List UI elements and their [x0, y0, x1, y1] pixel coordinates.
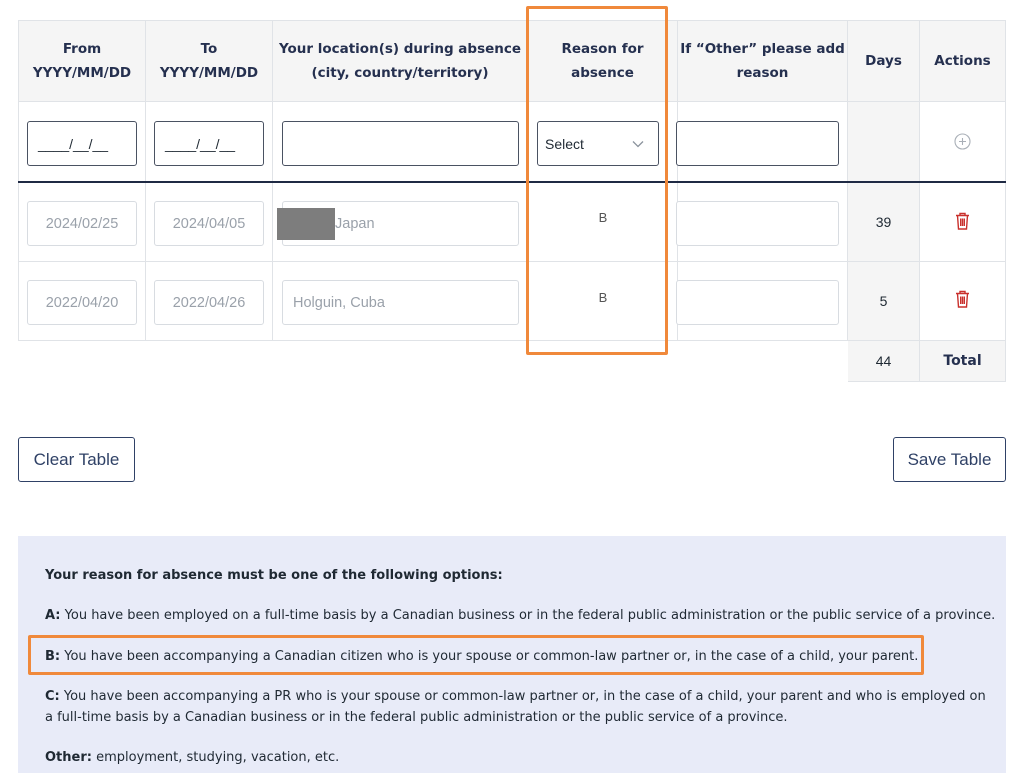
plus-circle-icon[interactable] — [954, 133, 971, 150]
location-input[interactable] — [282, 121, 519, 166]
chevron-down-icon — [632, 140, 644, 148]
row-2-to: 2022/04/26 — [154, 280, 264, 325]
option-other-key: Other: — [45, 750, 92, 765]
redaction-block — [277, 208, 335, 240]
header-days: Days — [848, 20, 920, 102]
row-1-location: Japan — [335, 215, 375, 232]
option-a-text: You have been employed on a full-time basis by a Canadian business or in the federal public administration or the public service of a province. — [60, 608, 996, 623]
row-2-days: 5 — [848, 262, 920, 341]
total-days: 44 — [848, 341, 920, 382]
trash-icon[interactable] — [955, 212, 970, 230]
total-label: Total — [920, 341, 1006, 382]
clear-table-button[interactable]: Clear Table — [18, 437, 135, 482]
row-1-from: 2024/02/25 — [27, 201, 137, 246]
absence-table — [18, 20, 1006, 382]
header-reason: Reason for absence — [528, 20, 678, 102]
option-c — [45, 686, 986, 728]
save-table-button[interactable]: Save Table — [893, 437, 1006, 482]
row-2-other — [676, 280, 839, 325]
to-date-input[interactable]: ____/__/__ — [154, 121, 264, 166]
option-c-key: C: — [45, 689, 60, 704]
row-1-other — [676, 201, 839, 246]
header-other-reason: If “Other” please add reason — [678, 20, 848, 102]
option-a — [45, 605, 995, 626]
option-b-key: B: — [45, 649, 61, 664]
row-1-days: 39 — [848, 183, 920, 262]
trash-icon[interactable] — [955, 290, 970, 308]
option-c-text-2: a full-time basis by a Canadian business or in the federal public administration or the public service of a province. — [45, 710, 788, 725]
other-reason-input[interactable] — [676, 121, 839, 166]
row-1-location-field — [282, 201, 519, 246]
reason-select[interactable] — [537, 121, 659, 166]
option-a-key: A: — [45, 608, 61, 623]
option-other — [45, 747, 339, 768]
reason-options-panel — [18, 536, 1006, 773]
option-other-text: employment, studying, vacation, etc. — [91, 750, 340, 765]
header-to: To YYYY/MM/DD — [146, 20, 273, 102]
row-2-from: 2022/04/20 — [27, 280, 137, 325]
option-b — [45, 646, 918, 667]
row-2-reason: B — [598, 290, 608, 305]
row-2-location: Holguin, Cuba — [282, 280, 519, 325]
option-c-text-1: You have been accompanying a PR who is your spouse or common-law partner or, in the case of a child, your parent and who is employed on — [59, 689, 986, 704]
from-date-input[interactable]: ____/__/__ — [27, 121, 137, 166]
row-1-to: 2024/04/05 — [154, 201, 264, 246]
header-location: Your location(s) during absence (city, country/territory) — [273, 20, 528, 102]
header-from: From YYYY/MM/DD — [18, 20, 146, 102]
option-b-text: You have been accompanying a Canadian citizen who is your spouse or common-law partner or, in the case of a child, your parent. — [60, 649, 919, 664]
entry-cell-days — [848, 102, 920, 182]
header-actions: Actions — [920, 20, 1006, 102]
reason-select-value: Select — [545, 135, 584, 152]
row-1-reason: B — [598, 210, 608, 225]
reason-options-intro: Your reason for absence must be one of the following options: — [45, 568, 503, 583]
